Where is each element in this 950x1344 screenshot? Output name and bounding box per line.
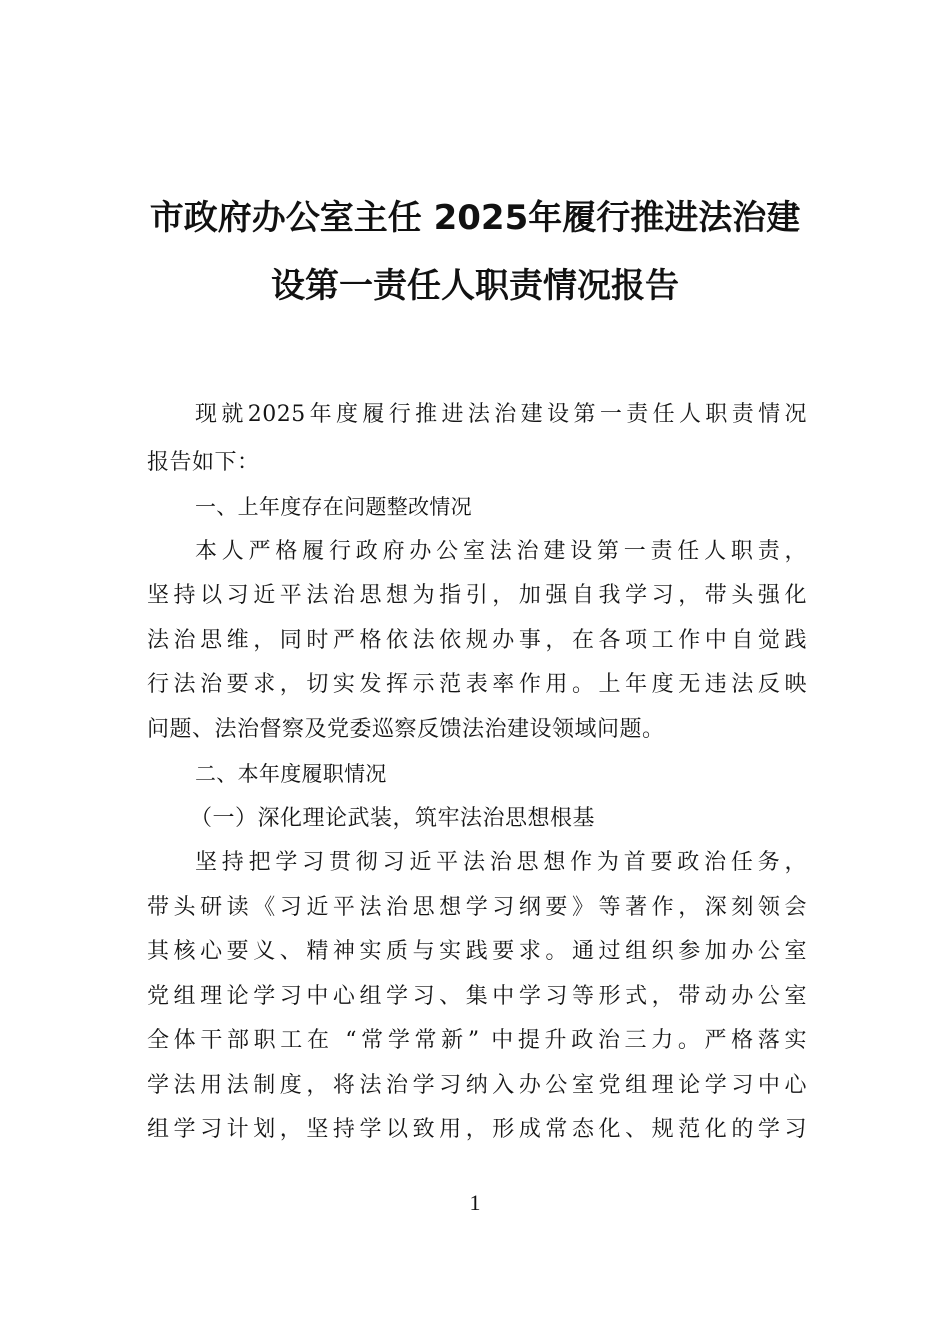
paragraph-line: 行法治要求，切实发挥示范表率作用。上年度无违法反映: [147, 672, 807, 697]
paragraph-line: 坚持以习近平法治思想为指引，加强自我学习，带头强化: [147, 583, 807, 608]
intro-line-1: 现就2025年度履行推进法治建设第一责任人职责情况: [195, 402, 807, 427]
paragraph-line: 法治思维，同时严格依法依规办事，在各项工作中自觉践: [147, 628, 807, 653]
paragraph-line: 带头研读《习近平法治思想学习纲要》等著作，深刻领会: [147, 895, 807, 920]
title-line-1: 市政府办公室主任 2025年履行推进法治建: [149, 198, 801, 238]
section-2-subheading: （一）深化理论武装，筑牢法治思想根基: [190, 806, 596, 831]
section-1-heading: 一、上年度存在问题整改情况: [195, 495, 472, 519]
paragraph-line: 本人严格履行政府办公室法治建设第一责任人职责，: [195, 539, 807, 564]
section-2-heading: 二、本年度履职情况: [195, 762, 387, 786]
paragraph-line: 党组理论学习中心组学习、集中学习等形式，带动办公室: [147, 984, 807, 1009]
paragraph-line: 坚持把学习贯彻习近平法治思想作为首要政治任务，: [195, 850, 807, 875]
paragraph-line: 学法用法制度，将法治学习纳入办公室党组理论学习中心: [147, 1073, 807, 1098]
paragraph-line: 其核心要义、精神实质与实践要求。通过组织参加办公室: [147, 939, 807, 964]
paragraph-line: 问题、法治督察及党委巡察反馈法治建设领域问题。: [147, 717, 665, 742]
paragraph-line: 组学习计划，坚持学以致用，形成常态化、规范化的学习: [147, 1117, 807, 1142]
paragraph-line: 全体干部职工在 “常学常新” 中提升政治三力。严格落实: [147, 1028, 807, 1053]
page-number: 1: [469, 1190, 481, 1215]
title-line-2: 设第一责任人职责情况报告: [271, 266, 679, 306]
intro-line-2: 报告如下：: [147, 450, 260, 475]
